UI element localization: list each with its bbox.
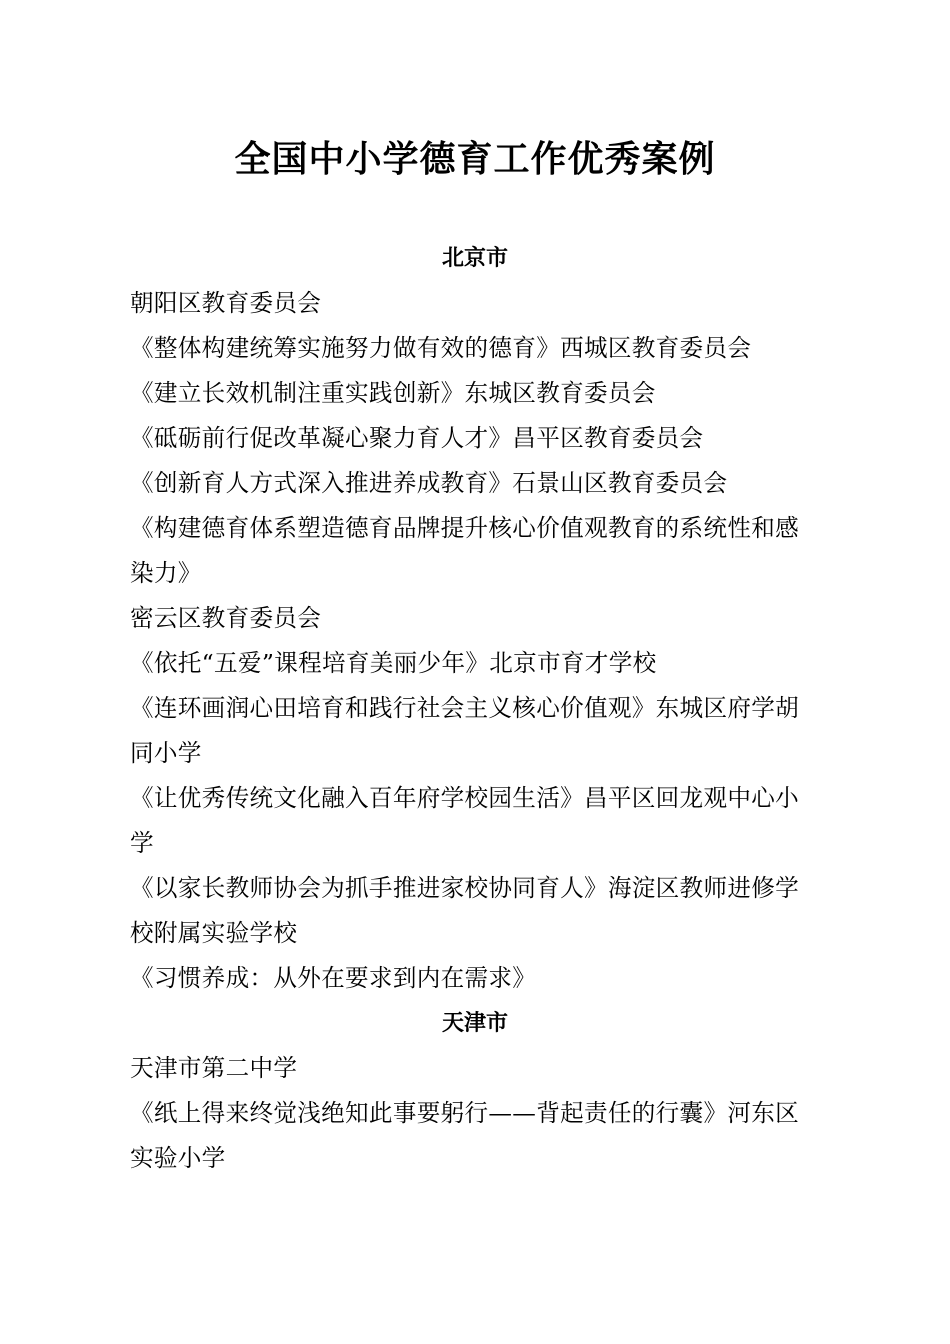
section-heading-beijing: 北京市 xyxy=(441,246,508,271)
section-heading-tianjin: 天津市 xyxy=(441,1011,508,1036)
document-body xyxy=(130,236,820,1181)
entry-line: 《建立长效机制注重实践创新》东城区教育委员会 xyxy=(130,379,656,407)
entry-line: 《创新育人方式深入推进养成教育》石景山区教育委员会 xyxy=(130,469,728,497)
entry-line: 《整体构建统筹实施努力做有效的德育》西城区教育委员会 xyxy=(130,334,752,362)
document-title: 全国中小学德育工作优秀案例 xyxy=(234,139,716,180)
entry-line: 《砥砺前行促改革凝心聚力育人才》昌平区教育委员会 xyxy=(130,424,704,452)
entry-line: 《连环画润心田培育和践行社会主义核心价值观》东城区府学胡 同小学 xyxy=(130,694,800,767)
entry-line: 《构建德育体系塑造德育品牌提升核心价值观教育的系统性和感 染力》 xyxy=(130,514,800,587)
entry-line: 《纸上得来终觉浅绝知此事要躬行——背起责任的行囊》河东区 实验小学 xyxy=(130,1099,800,1172)
entry-line: 天津市第二中学 xyxy=(130,1054,298,1082)
entry-line: 《依托“五爱”课程培育美丽少年》北京市育才学校 xyxy=(130,649,657,677)
entry-line: 《习惯养成：从外在要求到内在需求》 xyxy=(130,964,537,992)
entry-line: 《让优秀传统文化融入百年府学校园生活》昌平区回龙观中心小 学 xyxy=(130,784,800,857)
entry-line: 密云区教育委员会 xyxy=(130,604,322,632)
entry-line: 《以家长教师协会为抓手推进家校协同育人》海淀区教师进修学 校附属实验学校 xyxy=(130,874,800,947)
entry-line: 朝阳区教育委员会 xyxy=(130,289,322,317)
